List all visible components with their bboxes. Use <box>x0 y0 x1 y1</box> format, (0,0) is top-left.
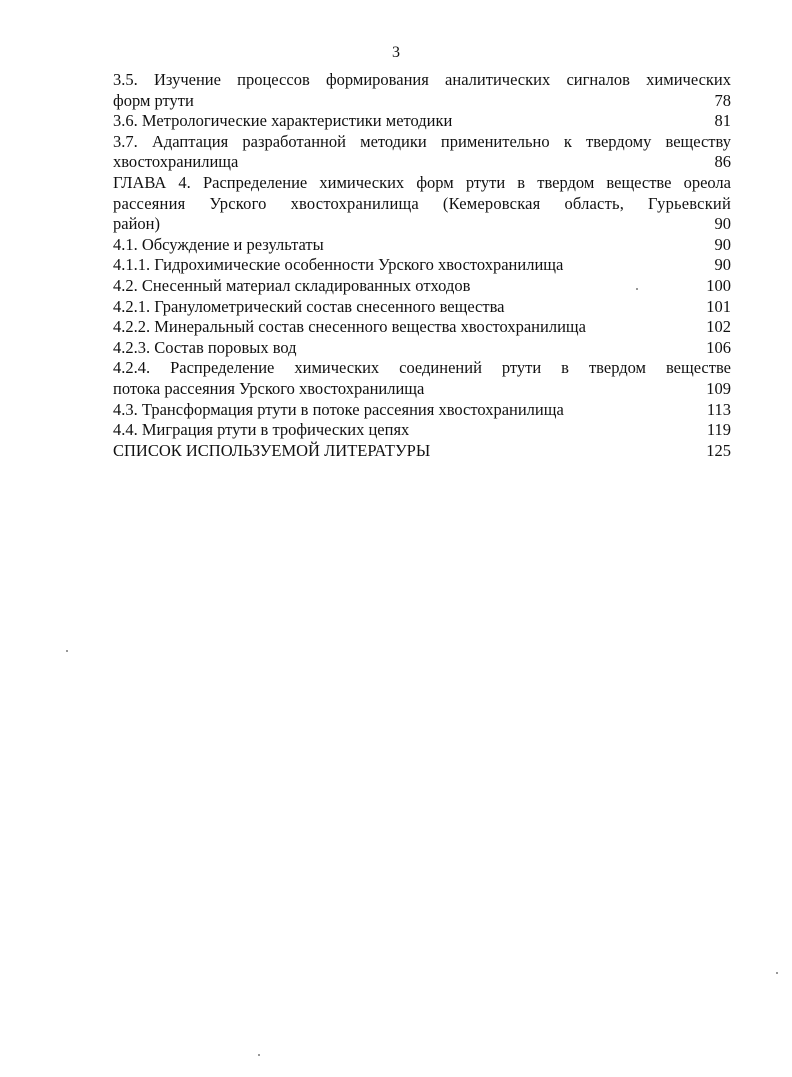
toc-page-number: 113 <box>706 399 731 419</box>
toc-page-number: 90 <box>714 214 731 234</box>
toc-page-number: 86 <box>714 152 731 172</box>
scan-speck <box>66 650 68 652</box>
page-number: 3 <box>392 44 400 61</box>
toc-entry-4-2-1[interactable] <box>113 297 731 318</box>
toc-entry-text: 4.2.1. Гранулометрический состав снесенного вещества <box>113 296 505 316</box>
toc-entry-3-7[interactable] <box>113 132 731 173</box>
toc-entry-text: 4.1.1. Гидрохимические особенности Урского хвостохранилища <box>113 255 564 275</box>
toc-entry-4-4[interactable] <box>113 420 731 441</box>
toc-entry-text: 3.5. Изучение процессов формирования аналитических сигналов химических <box>113 70 731 89</box>
toc-entry-text: район) <box>113 214 160 234</box>
toc-page-number: 78 <box>714 90 731 110</box>
toc-entry-4-1-1[interactable] <box>113 255 731 276</box>
toc-page-number: 90 <box>714 234 731 254</box>
toc-page-number: 101 <box>706 296 731 316</box>
toc-page-number: 90 <box>714 255 731 275</box>
toc-entry-4-3[interactable] <box>113 400 731 421</box>
toc-entry-4-2-4[interactable] <box>113 358 731 399</box>
toc-page-number: 102 <box>706 317 731 337</box>
toc-page-number: 81 <box>714 111 731 131</box>
toc-page-number: 125 <box>706 440 731 460</box>
toc-page-number: 109 <box>706 378 731 398</box>
toc-page-number: 119 <box>706 420 731 440</box>
toc-page-number: 100 <box>706 275 731 295</box>
toc-entry-text: 4.2.3. Состав поровых вод <box>113 337 297 357</box>
toc-entry-4-2[interactable] <box>113 276 731 297</box>
scan-speck <box>636 288 638 290</box>
toc-entry-text: 4.4. Миграция ртути в трофических цепях <box>113 420 410 440</box>
toc-entry-text: форм ртути <box>113 90 194 110</box>
toc-entry-text: СПИСОК ИСПОЛЬЗУЕМОЙ ЛИТЕРАТУРЫ <box>113 440 431 460</box>
toc-entry-text: 4.2.2. Минеральный состав снесенного вещества хвостохранилища <box>113 317 586 337</box>
toc-entry-3-5[interactable] <box>113 70 731 111</box>
toc-page-number: 106 <box>706 337 731 357</box>
toc-entry-4-2-2[interactable] <box>113 317 731 338</box>
toc-entry-text: потока рассеяния Урского хвостохранилища <box>113 378 425 398</box>
toc-entry-text: 4.2.4. Распределение химических соединений ртути в твердом веществе <box>113 358 731 378</box>
scan-speck <box>258 1054 260 1056</box>
toc-entry-references[interactable] <box>113 441 731 462</box>
toc-entry-text: 4.1. Обсуждение и результаты <box>113 234 324 254</box>
table-of-contents <box>113 70 731 461</box>
toc-entry-chapter-4[interactable] <box>113 173 731 235</box>
toc-entry-3-6[interactable] <box>113 111 731 132</box>
toc-entry-text: 3.6. Метрологические характеристики методики <box>113 111 453 131</box>
scan-speck <box>776 972 778 974</box>
toc-entry-4-2-3[interactable] <box>113 338 731 359</box>
toc-entry-text: рассеяния Урского хвостохранилища (Кемеровская область, Гурьевский <box>113 193 731 213</box>
toc-entry-text: хвостохранилища <box>113 152 239 172</box>
toc-entry-text: 4.3. Трансформация ртути в потоке рассеяния хвостохранилища <box>113 399 564 419</box>
toc-entry-4-1[interactable] <box>113 235 731 256</box>
toc-entry-text: ГЛАВА 4. Распределение химических форм ртути в твердом веществе ореола <box>113 172 731 192</box>
toc-entry-text: 4.2. Снесенный материал складированных отходов <box>113 275 471 295</box>
toc-entry-text: 3.7. Адаптация разработанной методики применительно к твердому веществу <box>113 131 731 151</box>
